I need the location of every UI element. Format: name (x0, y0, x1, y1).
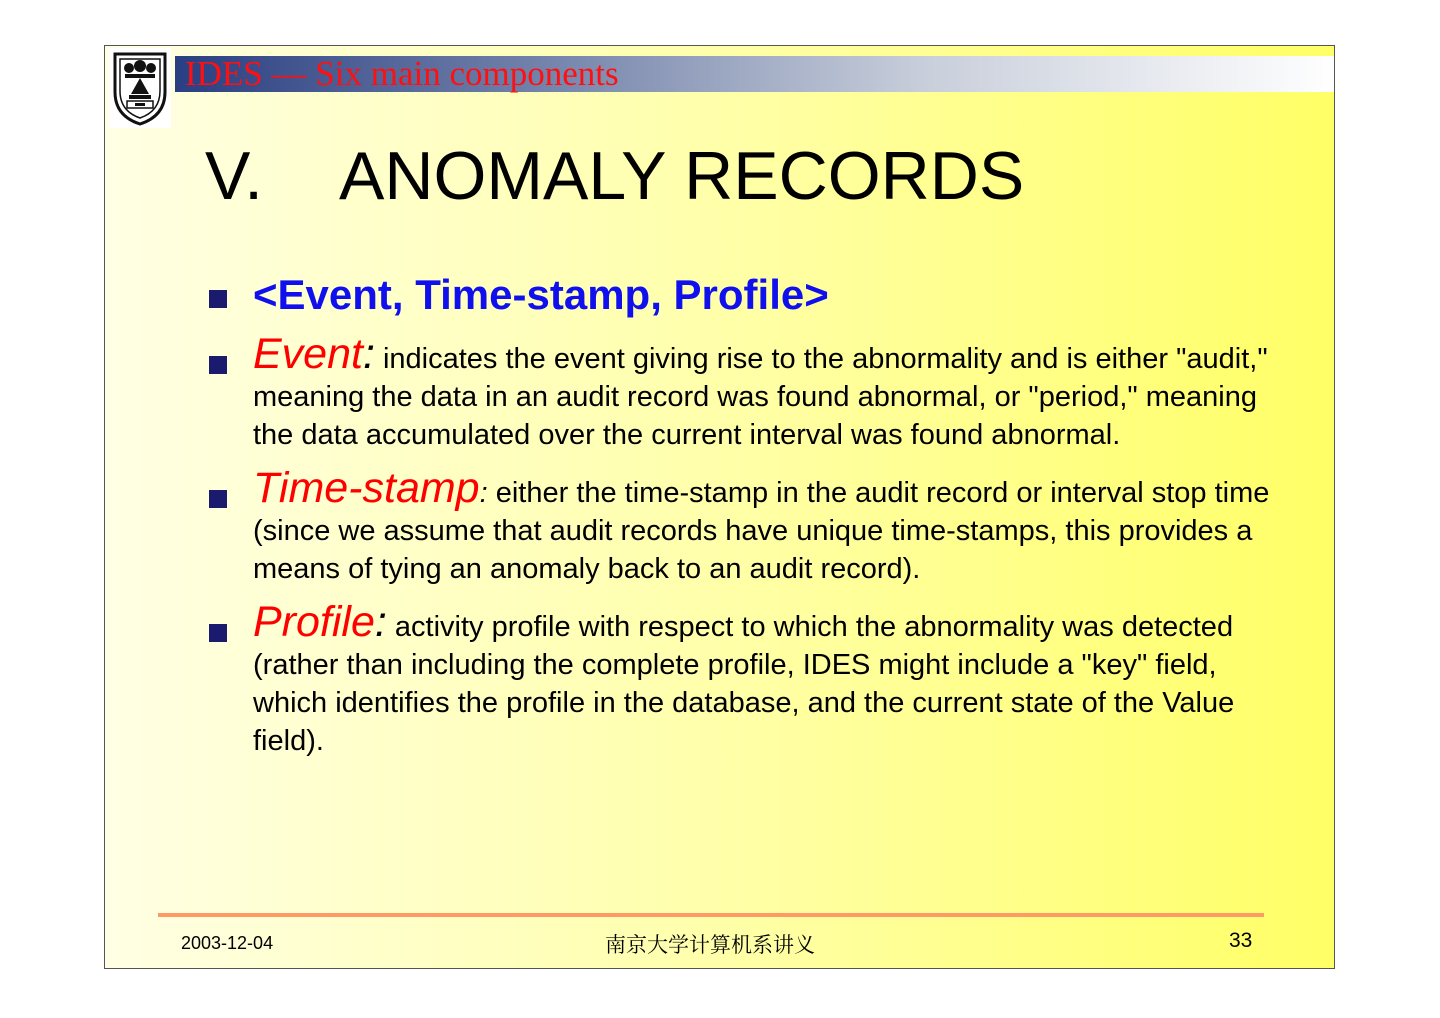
bullet-colon: : (479, 477, 488, 509)
bullet-text: indicates the event giving rise to the abnormality and is either "audit," meaning the data in an audit record was found abnormal, or "period," meaning the data accumulated over the current interval was found abnormal. (253, 343, 1268, 451)
bullet-text: either the time-stamp in the audit record or interval stop time (since we assume that audit records have unique time-stamps, this provides a means of tying an anomaly back to an audit record). (253, 477, 1270, 585)
square-bullet-icon (209, 624, 227, 642)
list-item (205, 268, 1275, 322)
slide (104, 45, 1335, 969)
slide-title (205, 134, 1024, 218)
bullet-colon: : (362, 330, 375, 378)
bullet-term: Time-stamp (253, 464, 480, 512)
footer-center-text: 南京大学计算机系讲义 (605, 933, 815, 957)
footer-divider (158, 913, 1264, 917)
list-item (205, 598, 1275, 760)
square-bullet-icon (209, 356, 227, 374)
list-item (205, 330, 1275, 454)
slide-title-number: V. (205, 138, 264, 214)
square-bullet-icon (209, 290, 227, 308)
bullet-heading: <Event, Time-stamp, Profile> (253, 271, 829, 318)
square-bullet-icon (209, 490, 227, 508)
bullet-list (205, 268, 1275, 774)
page-number: 33 (1229, 929, 1253, 952)
bullet-term: Event (253, 330, 363, 378)
bullet-term: Profile (253, 598, 375, 646)
header-title: IDES — Six main components (185, 54, 619, 93)
slide-title-text: ANOMALY RECORDS (339, 138, 1025, 214)
list-item (205, 464, 1275, 588)
bullet-colon: : (374, 598, 387, 646)
bullet-text: activity profile with respect to which the abnormality was detected (rather than including the complete profile, IDES might include a "key" field, which identifies the profile in the database, and the current state of the Value field). (253, 611, 1235, 757)
footer-date: 2003-12-04 (181, 933, 274, 953)
university-seal-icon (109, 48, 171, 128)
